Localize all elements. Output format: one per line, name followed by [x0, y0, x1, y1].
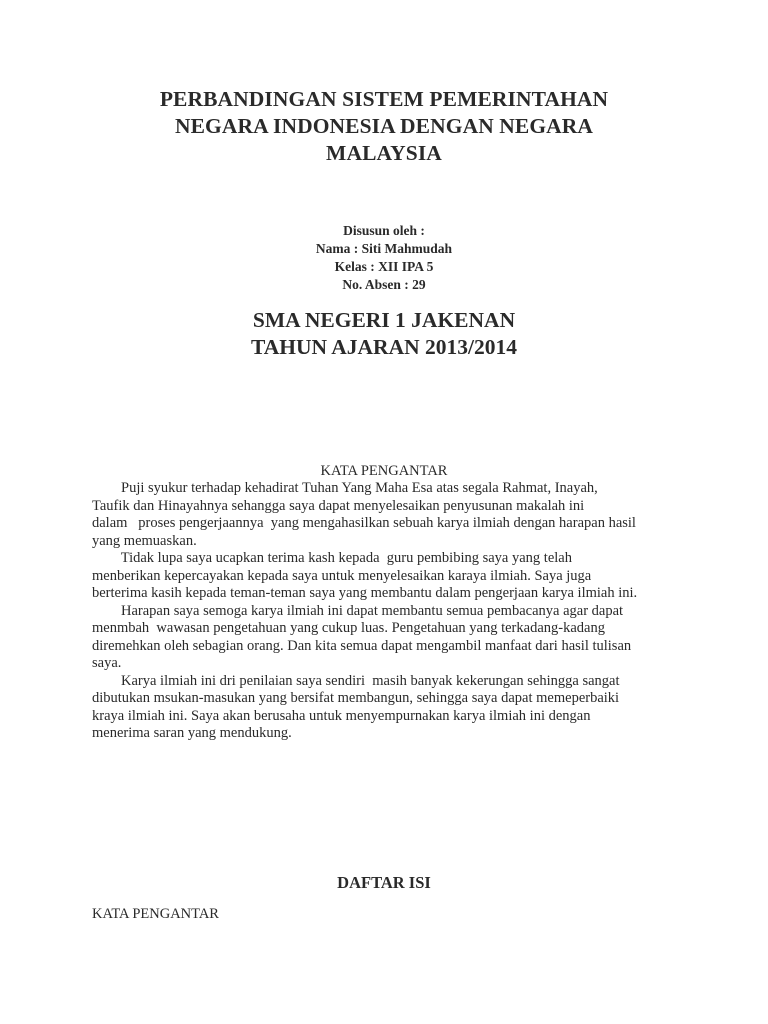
author-line: Disusun oleh : [343, 223, 425, 238]
body-line: yang memuaskan. [92, 532, 197, 549]
school-line: SMA NEGERI 1 JAKENAN [252, 308, 516, 332]
author-line: No. Absen : 29 [342, 277, 426, 292]
toc-item: KATA PENGANTAR [92, 906, 219, 922]
body-line: dalam proses pengerjaannya yang mengahasilkan sebuah karya ilmiah dengan harapan hasil [92, 515, 636, 531]
kata-pengantar-body [92, 480, 692, 743]
title-line: NEGARA INDONESIA DENGAN NEGARA [174, 114, 594, 138]
author-block [184, 222, 584, 294]
section-heading-kata-pengantar: KATA PENGANTAR [320, 463, 448, 479]
body-line: berterima kasih kepada teman-teman saya yang membantu dalam pengerjaan karya ilmiah ini. [92, 585, 638, 601]
title-line: MALAYSIA [326, 141, 442, 165]
body-line: Karya ilmiah ini dri penilaian saya sendiri masih banyak kekerungan sehingga sangat [92, 672, 620, 689]
title-line: PERBANDINGAN SISTEM PEMERINTAHAN [159, 87, 609, 111]
section-heading-daftar-isi: DAFTAR ISI [337, 873, 431, 892]
body-line: diremehkan oleh sebagian orang. Dan kita semua dapat mengambil manfaat dari hasil tulisan [92, 637, 632, 654]
school-line: TAHUN AJARAN 2013/2014 [251, 335, 517, 359]
body-line: Puji syukur terhadap kehadirat Tuhan Yang Maha Esa atas segala Rahmat, Inayah, [92, 480, 598, 496]
body-line: Taufik dan Hinayahnya sehangga saya dapat menyelesaikan penyusunan makalah ini [92, 497, 585, 514]
body-line: saya. [92, 655, 122, 671]
body-line: menmbah wawasan pengetahuan yang cukup luas. Pengetahuan yang terkadang-kadang [92, 620, 605, 636]
document-title [84, 86, 684, 167]
body-line: menberikan kepercayakan kepada saya untuk menyelesaikan karaya ilmiah. Saya juga [92, 567, 592, 584]
body-line: kraya ilmiah ini. Saya akan berusaha untuk menyempurnakan karya ilmiah ini dengan [92, 707, 591, 724]
body-line: dibutukan msukan-masukan yang bersifat membangun, sehingga saya dapat memeperbaiki [92, 690, 620, 706]
body-line: Tidak lupa saya ucapkan terima kash kepada guru pembibing saya yang telah [92, 550, 572, 566]
body-line: Harapan saya semoga karya ilmiah ini dapat membantu semua pembacanya agar dapat [92, 602, 624, 619]
author-line: Nama : Siti Mahmudah [315, 241, 453, 256]
body-line: menerima saran yang mendukung. [92, 725, 292, 741]
school-block [134, 307, 634, 361]
author-line: Kelas : XII IPA 5 [334, 259, 434, 274]
